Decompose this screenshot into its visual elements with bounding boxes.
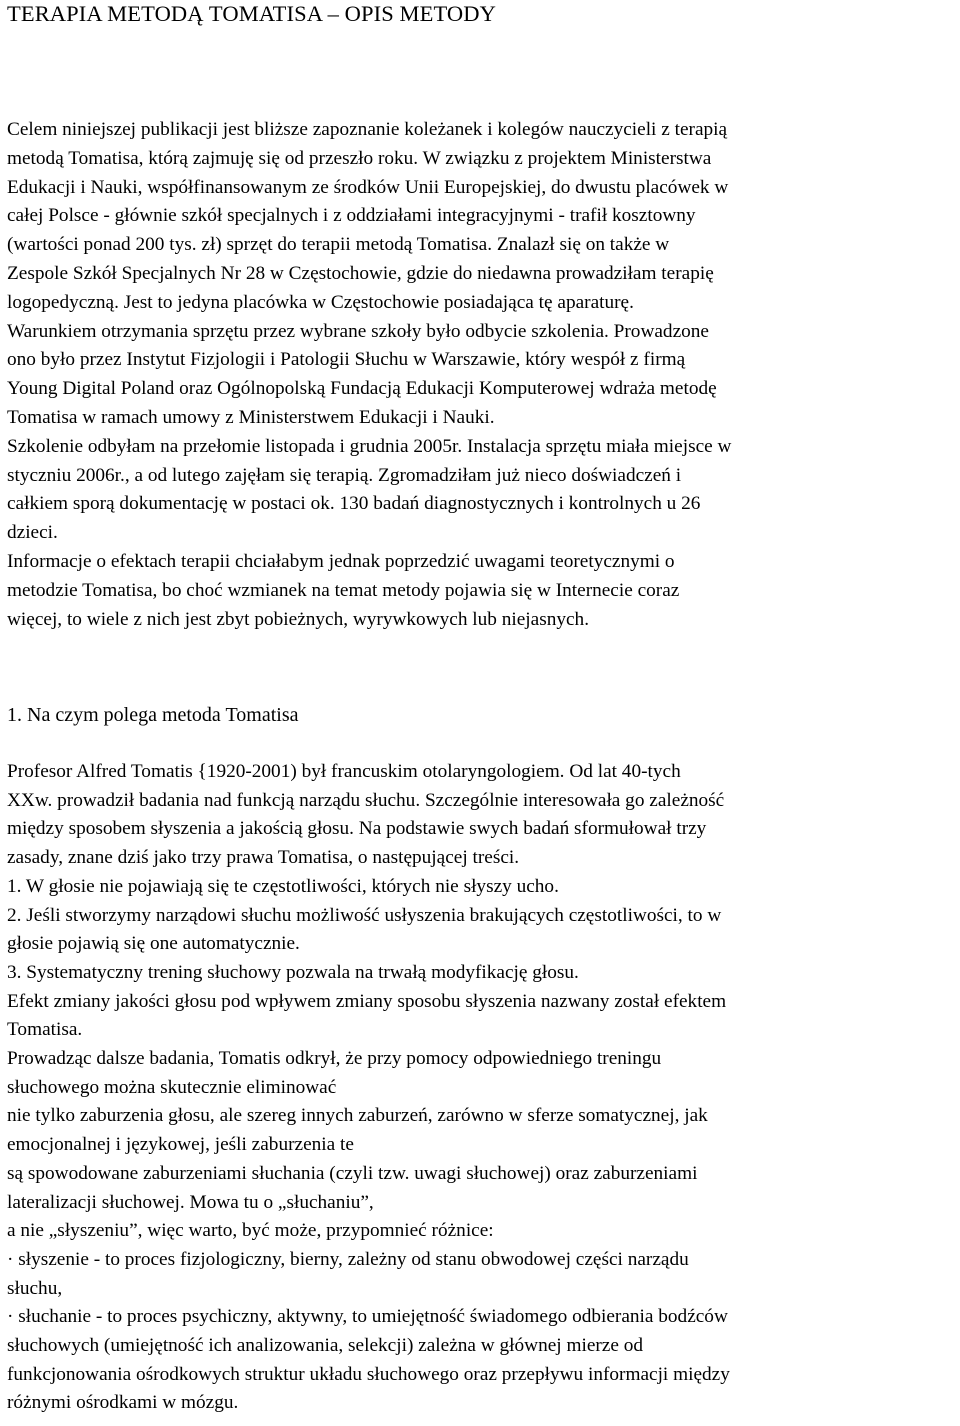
- text-line: Tomatisa.: [7, 1019, 83, 1041]
- text-line: nie tylko zaburzenia głosu, ale szereg innych zaburzeń, zarówno w sferze somatycznej, jak: [7, 1105, 708, 1127]
- text-line: Young Digital Poland oraz Ogólnopolską Fundacją Edukacji Komputerowej wdraża metodę: [7, 378, 717, 400]
- text-line: funkcjonowania ośrodkowych struktur układu słuchowego oraz przepływu informacji między: [7, 1363, 730, 1385]
- text-line: zasady, znane dziś jako trzy prawa Tomatisa, o następującej treści.: [7, 847, 520, 869]
- text-line: między sposobem słyszenia a jakością głosu. Na podstawie swych badań sformułował trzy: [7, 818, 707, 840]
- text-line: Prowadząc dalsze badania, Tomatis odkrył, że przy pomocy odpowiedniego treningu: [7, 1048, 662, 1070]
- text-line: Szkolenie odbyłam na przełomie listopada i grudnia 2005r. Instalacja sprzętu miała miejsce w: [7, 435, 732, 457]
- text-line: Efekt zmiany jakości głosu pod wpływem zmiany sposobu słyszenia nazwany został efektem: [7, 990, 727, 1012]
- text-line: 3. Systematyczny trening słuchowy pozwala na trwałą modyfikację głosu.: [7, 961, 579, 983]
- text-line: metodzie Tomatisa, bo choć wzmianek na temat metody pojawia się w Internecie coraz: [7, 579, 680, 601]
- text-line: XXw. prowadził badania nad funkcją narządu słuchu. Szczególnie interesowała go zależność: [7, 789, 725, 811]
- section-heading: 1. Na czym polega metoda Tomatisa: [7, 704, 299, 726]
- text-line: całej Polsce - głównie szkół specjalnych i z oddziałami integracyjnymi - trafił kosztowny: [7, 205, 696, 227]
- text-line: emocjonalnej i językowej, jeśli zaburzenia te: [7, 1134, 354, 1156]
- text-line: logopedyczną. Jest to jedyna placówka w Częstochowie posiadająca tę aparaturę.: [7, 291, 634, 313]
- text-line: Celem niniejszej publikacji jest bliższe zapoznanie koleżanek i kolegów nauczycieli z terapią: [7, 119, 728, 140]
- text-line: 2. Jeśli stworzymy narządowi słuchu możliwość usłyszenia brakujących częstotliwości, to w: [7, 904, 722, 926]
- text-line: metodą Tomatisa, którą zajmuję się od przeszło roku. W związku z projektem Ministerstwa: [7, 147, 712, 169]
- text-line: · słyszenie - to proces fizjologiczny, bierny, zależny od stanu obwodowej części narządu: [7, 1248, 689, 1270]
- text-line: różnymi ośrodkami w mózgu.: [7, 1392, 239, 1414]
- text-line: Edukacji i Nauki, współfinansowanym ze środków Unii Europejskiej, do dwustu placówek w: [7, 176, 729, 198]
- document-title: TERAPIA METODĄ TOMATISA – OPIS METODY: [7, 1, 496, 26]
- text-line: słuchu,: [7, 1277, 63, 1299]
- text-line: całkiem sporą dokumentację w postaci ok. 130 badań diagnostycznych i kontrolnych u 26: [7, 493, 701, 515]
- text-line: Informacje o efektach terapii chciałabym jednak poprzedzić uwagami teoretycznymi o: [7, 550, 675, 572]
- text-line: Tomatisa w ramach umowy z Ministerstwem Edukacji i Nauki.: [7, 406, 495, 428]
- text-line: Profesor Alfred Tomatis {1920-2001) był francuskim otolaryngologiem. Od lat 40-tych: [7, 761, 681, 782]
- text-line: (wartości ponad 200 tys. zł) sprzęt do terapii metodą Tomatisa. Znalazł się on także w: [7, 234, 670, 256]
- text-line: ono było przez Instytut Fizjologii i Patologii Słuchu w Warszawie, który wespół z firmą: [7, 349, 686, 371]
- text-line: styczniu 2006r., a od lutego zajęłam się terapią. Zgromadziłam już nieco doświadczeń i: [7, 464, 682, 486]
- text-line: · słuchanie - to proces psychiczny, aktywny, to umiejętność świadomego odbierania bodźców: [7, 1306, 728, 1328]
- text-line: słuchowego można skutecznie eliminować: [7, 1076, 337, 1098]
- intro-paragraph: [7, 116, 957, 634]
- text-line: 1. W głosie nie pojawiają się te częstotliwości, których nie słyszy ucho.: [7, 875, 559, 897]
- text-line: a nie „słyszeniu”, więc warto, być może, przypomnieć różnice:: [7, 1220, 494, 1242]
- text-line: Zespole Szkół Specjalnych Nr 28 w Częstochowie, gdzie do niedawna prowadziłam terapię: [7, 262, 714, 284]
- section-body: [7, 758, 957, 1418]
- text-line: więcej, to wiele z nich jest zbyt pobieżnych, wyrywkowych lub niejasnych.: [7, 608, 590, 630]
- text-line: lateralizacji słuchowej. Mowa tu o „słuchaniu”,: [7, 1191, 374, 1213]
- text-line: Warunkiem otrzymania sprzętu przez wybrane szkoły było odbycie szkolenia. Prowadzone: [7, 320, 709, 342]
- text-line: dzieci.: [7, 522, 58, 544]
- text-line: są spowodowane zaburzeniami słuchania (czyli tzw. uwagi słuchowej) oraz zaburzeniami: [7, 1162, 698, 1184]
- text-line: głosie pojawią się one automatycznie.: [7, 933, 300, 955]
- text-line: słuchowych (umiejętność ich analizowania, selekcji) zależna w głównej mierze od: [7, 1335, 644, 1357]
